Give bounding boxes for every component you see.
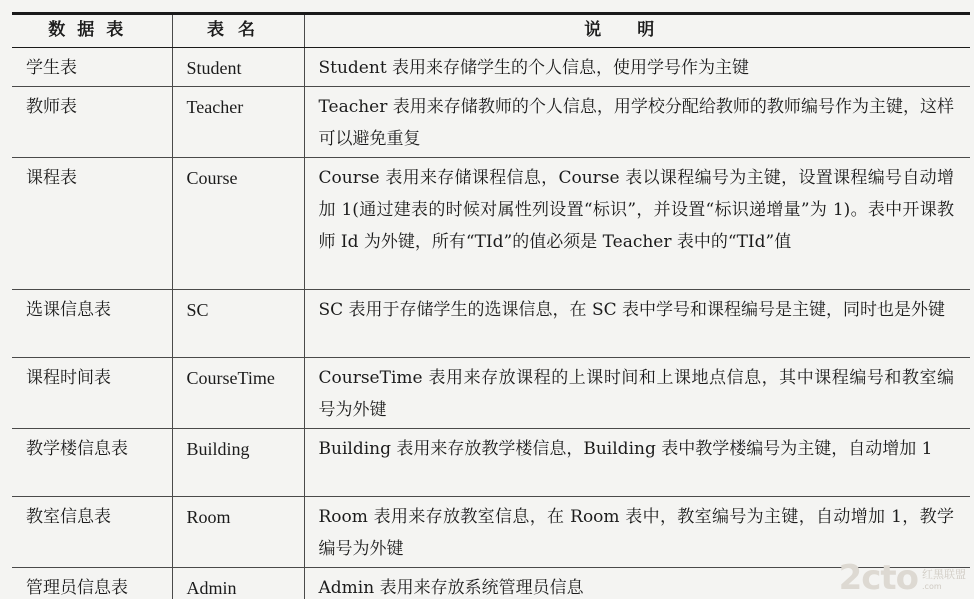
table-row xyxy=(12,87,970,158)
cell-description: CourseTime 表用来存放课程的上课时间和上课地点信息，其中课程编号和教室编号为外键 xyxy=(304,358,970,429)
cell-name: Room xyxy=(172,497,304,568)
schema-table-container xyxy=(12,12,970,598)
cell-table: 教学楼信息表 xyxy=(12,429,172,497)
cell-table: 教室信息表 xyxy=(12,497,172,568)
cell-name: Teacher xyxy=(172,87,304,158)
cell-description: Admin 表用来存放系统管理员信息 xyxy=(304,568,970,599)
cell-name: SC xyxy=(172,290,304,358)
header-row xyxy=(12,14,970,48)
header-description: 说明 xyxy=(304,14,970,48)
table-row xyxy=(12,158,970,290)
table-row xyxy=(12,568,970,599)
cell-table: 课程时间表 xyxy=(12,358,172,429)
cell-description: Building 表用来存放教学楼信息，Building 表中教学楼编号为主键，自动增加 1 xyxy=(304,429,970,497)
schema-table xyxy=(12,12,970,599)
cell-table: 教师表 xyxy=(12,87,172,158)
watermark-logo: 2cto xyxy=(838,558,918,598)
cell-name: CourseTime xyxy=(172,358,304,429)
header-table: 数据表 xyxy=(12,14,172,48)
cell-name: Student xyxy=(172,48,304,87)
cell-description: Room 表用来存放教室信息，在 Room 表中，教室编号为主键，自动增加 1，教学编号为外键 xyxy=(304,497,970,568)
table-row xyxy=(12,429,970,497)
table-row xyxy=(12,48,970,87)
cell-name: Building xyxy=(172,429,304,497)
watermark-cn: 红黑联盟 xyxy=(922,568,966,581)
cell-name: Admin xyxy=(172,568,304,599)
cell-table: 课程表 xyxy=(12,158,172,290)
table-row xyxy=(12,497,970,568)
cell-description: Student 表用来存储学生的个人信息，使用学号作为主键 xyxy=(304,48,970,87)
table-row xyxy=(12,290,970,358)
cell-name: Course xyxy=(172,158,304,290)
cell-description: SC 表用于存储学生的选课信息，在 SC 表中学号和课程编号是主键，同时也是外键 xyxy=(304,290,970,358)
cell-table: 管理员信息表 xyxy=(12,568,172,599)
cell-description: Course 表用来存储课程信息，Course 表以课程编号为主键，设置课程编号自动增加 1(通过建表的时候对属性列设置“标识”，并设置“标识递增量”为 1)。表中开课教师 Id 为外键，所有“TId”的值必须是 Teacher 表中的“TId”值 xyxy=(304,158,970,290)
watermark-en: .com xyxy=(922,582,942,591)
cell-description: Teacher 表用来存储教师的个人信息，用学校分配给教师的教师编号作为主键，这样可以避免重复 xyxy=(304,87,970,158)
header-name: 表名 xyxy=(172,14,304,48)
cell-table: 学生表 xyxy=(12,48,172,87)
table-row xyxy=(12,358,970,429)
cell-table: 选课信息表 xyxy=(12,290,172,358)
